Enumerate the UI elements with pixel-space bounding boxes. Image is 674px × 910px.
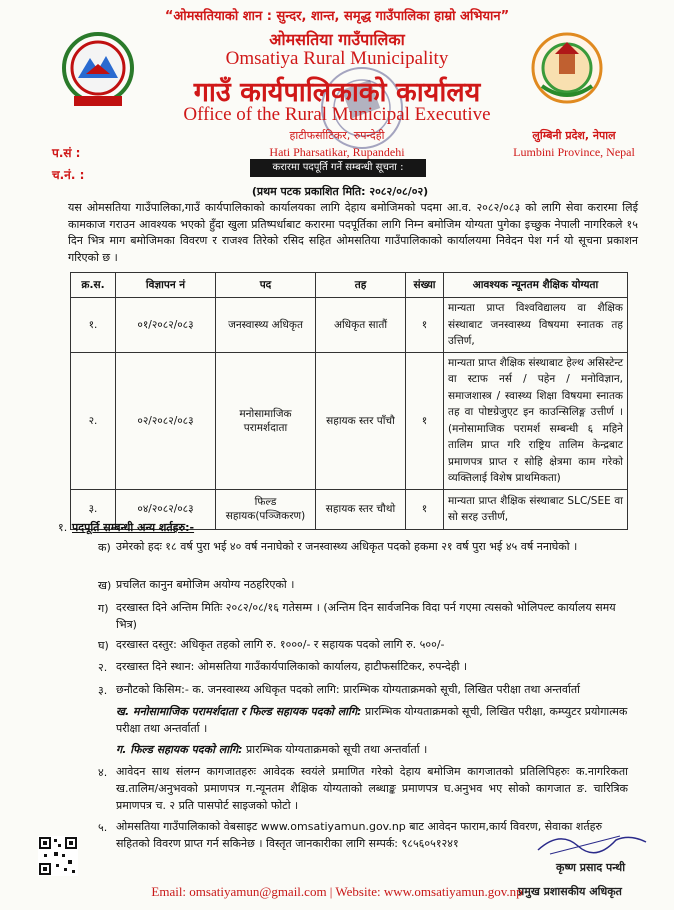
cell-sn: २. xyxy=(71,352,116,489)
item-label: ख) xyxy=(98,579,112,592)
application-location: दरखास्त दिने स्थान: ओमसतिया गाउँकार्यपालिकाको कार्यालय, हाटीफर्साटिकर, रुपन्देही । xyxy=(116,660,468,673)
cell-level: सहायक स्तर पाँचौ xyxy=(316,352,406,489)
section-number: ३. xyxy=(98,684,108,697)
publish-date: (प्रथम पटक प्रकाशित मिति: २०८२/०८/०२) xyxy=(251,185,429,198)
address-np: हाटीफर्साटिकर, रुपन्देही xyxy=(289,129,385,142)
vacancy-table xyxy=(70,272,628,530)
signatory-title: प्रमुख प्रशासकीय अधिकृत xyxy=(518,885,622,898)
section-number: २. xyxy=(98,661,108,674)
col-header: आवश्यक न्यूनतम शैक्षिक योग्यता xyxy=(444,273,628,298)
section-number: ४. xyxy=(98,766,108,779)
cell-sn: १. xyxy=(71,298,116,353)
cell-qualification: मान्यता प्राप्त शैक्षिक संस्थाबाट हेल्थ असिस्टेन्ट वा स्टाफ नर्स / पहेन / मनोविज्ञान, समाजशास्त्र / स्वास्थ्य शिक्षा विषयमा स्नातक तह वा पोष्टग्रेजुएट इन काउन्सिलिङ्ग उत्तीर्ण । (मनोसामाजिक परामर्श सम्बन्धी ६ महिने तालिम प्राप्त गरि राष्ट्रिय तालिम केन्द्रबाट प्रमाणपत्र प्राप्त र सोहि क्षेत्रमा काम गरेको व्यक्तिलाई विशेष प्राथमिकता) xyxy=(444,352,628,489)
item-label: घ) xyxy=(98,639,109,652)
cell-level: सहायक स्तर चौथो xyxy=(316,489,406,529)
table-header-row xyxy=(71,273,628,298)
col-header: क्र.स. xyxy=(71,273,116,298)
cell-post: मनोसामाजिक परामर्शदाता xyxy=(216,352,316,489)
selection-ga-text: प्रारम्भिक योग्यताक्रमको सूची तथा अन्तर्वार्ता । xyxy=(246,743,428,756)
item-label: ग) xyxy=(98,602,109,615)
notice-subject: करारमा पदपूर्ति गर्ने सम्बन्धी सूचना : xyxy=(250,159,426,177)
patra-sankhya-label: प.सं : xyxy=(52,146,81,160)
office-name-np: गाउँ कार्यपालिकाको कार्यालय xyxy=(193,77,481,108)
address-en: Hati Pharsatikar, Rupandehi xyxy=(269,145,405,159)
org-name-np: ओमसतिया गाउँपालिका xyxy=(269,30,405,49)
footer-contact: Email: omsatiyamun@gmail.com | Website: www.omsatiyamun.gov.np xyxy=(151,884,523,899)
cell-adv: ०२/२०८२/०८३ xyxy=(116,352,216,489)
notice-intro: यस ओमसतिया गाउँपालिका,गाउँ कार्यपालिकाको कार्यालयका लागि देहाय बमोजिमको पदमा आ.व. २०८२/०८३ को लागि सेवा करारमा लिई कामकाज गराउन आवश्यक भएको हुँदा खुला प्रतिष्पर्धाबाट करारमा पदपूर्तिका लागि निम्न बमोजिम योग्यता पुगेका इच्छुक नेपाली नागरिकले १५ दिन भित्र माग बमोजिमका विवरण र राजश्व तिरेको रसिद सहित ओमसतिया गाउँपालिकाको कार्यालयमा निवेदन पेश गर्न यो सूचना प्रकाशन गरिएको छ । xyxy=(68,201,638,264)
cell-adv: ०१/२०८२/०८३ xyxy=(116,298,216,353)
slogan: “ओमसतियाको शान : सुन्दर, शान्त, समृद्ध गाउँपालिका हाम्रो अभियान” xyxy=(164,9,510,24)
cell-sn: ३. xyxy=(71,489,116,529)
cell-post: फिल्ड सहायक(पञ्जिकरण) xyxy=(216,489,316,529)
province-en: Lumbini Province, Nepal xyxy=(513,145,635,159)
selection-ga-heading: ग. फिल्ड सहायक पदको लागि: xyxy=(116,743,243,756)
section-number: १. xyxy=(58,521,68,534)
selection-kha-heading: ख. मनोसामाजिक परामर्शदाता र फिल्ड सहायक पदको लागि: xyxy=(116,705,362,718)
website-contact: ओमसतिया गाउँपालिकाको वेबसाइट www.omsatiyamun.gov.np बाट आवेदन फाराम,कार्य विवरण, सेवाका शर्तहरु सहितको विवरण प्राप्त गर्न सकिनेछ । विस्तृत जानकारीका लागि सम्पर्क: ९८५६०५१२४१ xyxy=(116,820,603,850)
condition-fee: दरखास्त दस्तुर: अधिकृत तहको लागि रु. १०००/- र सहायक पदको लागि रु. ५००/- xyxy=(116,638,445,651)
item-label: क) xyxy=(98,541,111,554)
cell-count: १ xyxy=(406,489,444,529)
cell-adv: ०४/२०८२/०८३ xyxy=(116,489,216,529)
org-name-en: Omsatiya Rural Municipality xyxy=(225,48,449,69)
selection-method-kha xyxy=(116,703,628,737)
cell-count: १ xyxy=(406,298,444,353)
col-header: विज्ञापन नं xyxy=(116,273,216,298)
col-header: संख्या xyxy=(406,273,444,298)
province-np: लुम्बिनी प्रदेश, नेपाल xyxy=(532,129,616,142)
table-row xyxy=(71,298,628,353)
required-documents: आवेदन साथ संलग्न कागजातहरुः आवेदक स्वयंले प्रमाणित गरेको देहाय बमोजिम कागजातको प्रतिलिपिहरुः क.नागरिकता ख.तालिम/अनुभवको प्रमाणपत्र ग.न्यूनतम शैक्षिक योग्यताको लब्धाङ्क प्रमाणपत्र घ.अनुभव भए सोको कागजात ङ. चारित्रिक प्रमाणपत्र च. २ प्रति पासपोर्ट साइजको फोटो । xyxy=(116,765,628,812)
qr-code xyxy=(38,836,78,876)
signatory-name: कृष्ण प्रसाद पन्थी xyxy=(556,861,626,874)
section-number: ५. xyxy=(98,821,108,834)
cell-qualification: मान्यता प्राप्त शैक्षिक संस्थाबाट SLC/SEE वा सो सरह उत्तीर्ण, xyxy=(444,489,628,529)
office-name-en: Office of the Rural Municipal Executive xyxy=(183,104,491,125)
cell-count: १ xyxy=(406,352,444,489)
condition-deadline: दरखास्त दिने अन्तिम मितिः २०८२/०८/१६ गतेसम्म । (अन्तिम दिन सार्वजनिक विदा पर्न गएमा त्यसको भोलिपल्ट कार्यालय समय भित्र) xyxy=(116,601,616,631)
selection-method-ga xyxy=(116,741,628,758)
condition-age: उमेरको हदः १८ वर्ष पुरा भई ४० वर्ष ननाघेको र जनस्वास्थ्य अधिकृत पदको हकमा २१ वर्ष पुरा भई ४५ वर्ष ननाघेको । xyxy=(116,540,578,553)
cell-post: जनस्वास्थ्य अधिकृत xyxy=(216,298,316,353)
cell-level: अधिकृत सातौं xyxy=(316,298,406,353)
selection-kha-text: प्रारम्भिक योग्यताक्रमको सूची, लिखित परीक्षा, कम्प्युटर प्रयोगात्मक परीक्षा तथा अन्तर्वार्ता । xyxy=(116,705,628,735)
selection-method: छनौटको किसिम:- क. जनस्वास्थ्य अधिकृत पदको लागि: प्रारम्भिक योग्यताक्रमको सूची, लिखित परीक्षा तथा अन्तर्वार्ता xyxy=(116,683,581,696)
condition-eligibility: प्रचलित कानुन बमोजिम अयोग्य नठहरिएको । xyxy=(116,578,295,591)
table-row xyxy=(71,352,628,489)
cell-qualification: मान्यता प्राप्त विश्वविद्यालय वा शैक्षिक संस्थाबाट जनस्वास्थ्य विषयमा स्नातक तह उत्तिर्ण, xyxy=(444,298,628,353)
conditions-title: पदपूर्ति सम्बन्धी अन्य शर्तहरु:- xyxy=(72,521,195,534)
col-header: पद xyxy=(216,273,316,298)
col-header: तह xyxy=(316,273,406,298)
signature xyxy=(530,828,650,858)
chalani-number-label: च.नं. : xyxy=(52,168,85,182)
